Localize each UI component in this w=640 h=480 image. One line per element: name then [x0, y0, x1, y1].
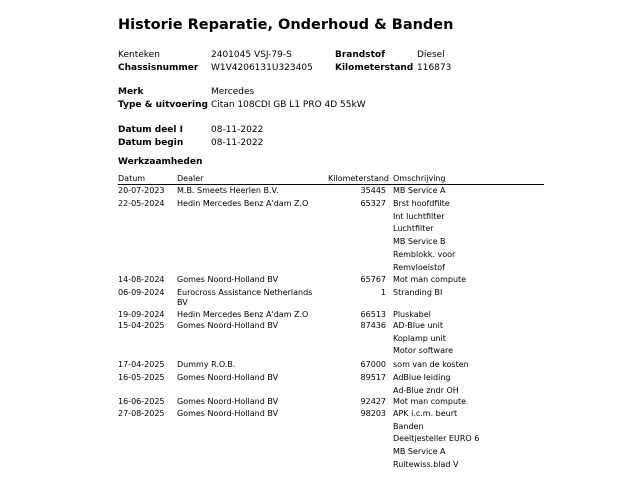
row-date: 19-09-2024 — [118, 310, 165, 319]
km-value: 116873 — [417, 63, 452, 73]
datum-deel1-value: 08-11-2022 — [211, 125, 264, 135]
row-kilometerstand: 65767 — [360, 275, 386, 284]
row-kilometerstand: 65327 — [360, 199, 386, 208]
merk-value: Mercedes — [211, 87, 255, 97]
row-kilometerstand: 67000 — [360, 360, 386, 369]
row-omschrijving: Brst hoofdfilte — [393, 199, 450, 208]
kenteken-label: Kenteken — [118, 50, 160, 60]
row-kilometerstand: 1 — [380, 288, 386, 297]
row-date: 20-07-2023 — [118, 186, 165, 195]
row-omschrijving: MB Service A — [393, 186, 446, 195]
row-omschrijving: Banden — [393, 421, 424, 431]
row-dealer: Gomes Noord-Holland BV — [177, 373, 279, 382]
row-omschrijving: Mot man compute — [393, 275, 467, 284]
km-label: Kilometerstand — [335, 63, 414, 73]
row-date: 17-04-2025 — [118, 360, 165, 369]
brandstof-label: Brandstof — [335, 50, 385, 60]
row-kilometerstand: 92427 — [360, 397, 386, 406]
row-omschrijving: AdBlue leiding — [393, 373, 451, 382]
row-omschrijving: Int luchtfilter — [393, 211, 445, 221]
row-dealer: Hedin Mercedes Benz A'dam Z.O — [177, 310, 309, 319]
row-omschrijving: APK i.c.m. beurt — [393, 409, 458, 418]
row-omschrijving: Deeltjesteller EURO 6 — [393, 434, 480, 444]
row-date: 16-05-2025 — [118, 373, 165, 382]
row-date: 15-04-2025 — [118, 321, 165, 330]
werkzaamheden-heading: Werkzaamheden — [118, 157, 203, 167]
col-omschrijving: Omschrijving — [393, 174, 446, 183]
row-date: 27-08-2025 — [118, 409, 165, 418]
row-dealer: Eurocross Assistance Netherlands BV — [177, 288, 313, 307]
row-date: 16-06-2025 — [118, 397, 165, 406]
row-omschrijving: som van de kosten — [393, 360, 469, 369]
row-dealer: Gomes Noord-Holland BV — [177, 409, 279, 418]
row-kilometerstand: 87436 — [360, 321, 386, 330]
col-datum: Datum — [118, 174, 146, 183]
row-omschrijving: Luchtfilter — [393, 224, 434, 234]
row-omschrijving: MB Service B — [393, 237, 446, 247]
merk-label: Merk — [118, 87, 144, 97]
row-omschrijving: Ad-Blue zndr OH — [393, 385, 459, 395]
row-dealer: Gomes Noord-Holland BV — [177, 397, 279, 406]
datum-begin-label: Datum begin — [118, 138, 184, 148]
brandstof-value: Diesel — [417, 50, 445, 60]
row-omschrijving: Stranding BI — [393, 288, 443, 297]
row-omschrijving: AD-Blue unit — [393, 321, 443, 330]
row-omschrijving: Remvloeistof — [393, 262, 445, 272]
row-kilometerstand: 35445 — [360, 186, 386, 195]
row-dealer: Gomes Noord-Holland BV — [177, 321, 279, 330]
chassis-value: W1V4206131U323405 — [211, 63, 313, 73]
row-omschrijving: Mot man compute — [393, 397, 467, 406]
row-date: 14-08-2024 — [118, 275, 165, 284]
row-omschrijving: Remblokk. voor — [393, 249, 456, 259]
kenteken-value: 2401045 VSJ-79-S — [211, 50, 292, 60]
row-date: 06-09-2024 — [118, 288, 165, 297]
row-omschrijving: MB Service A — [393, 447, 446, 457]
col-dealer: Dealer — [177, 174, 204, 183]
row-date: 22-05-2024 — [118, 199, 165, 208]
row-dealer: Gomes Noord-Holland BV — [177, 275, 279, 284]
row-omschrijving: Motor software — [393, 346, 454, 356]
row-omschrijving: Pluskabel — [393, 310, 431, 319]
page-title: Historie Reparatie, Onderhoud & Banden — [118, 17, 454, 33]
header-rule — [118, 184, 544, 185]
col-kilometerstand: Kilometerstand — [328, 174, 390, 183]
row-kilometerstand: 66513 — [360, 310, 386, 319]
row-omschrijving: Ruitewiss.blad V — [393, 459, 459, 469]
row-kilometerstand: 98203 — [360, 409, 386, 418]
row-dealer: Dummy R.O.B. — [177, 360, 236, 369]
row-kilometerstand: 89517 — [360, 373, 386, 382]
type-label: Type & uitvoering — [118, 100, 208, 110]
row-dealer: M.B. Smeets Heerlen B.V. — [177, 186, 279, 195]
datum-deel1-label: Datum deel I — [118, 125, 183, 135]
type-value: Citan 108CDI GB L1 PRO 4D 55kW — [211, 100, 366, 110]
row-dealer: Hedin Mercedes Benz A'dam Z.O — [177, 199, 309, 208]
row-omschrijving: Koplamp unit — [393, 333, 446, 343]
datum-begin-value: 08-11-2022 — [211, 138, 264, 148]
chassis-label: Chassisnummer — [118, 63, 199, 73]
